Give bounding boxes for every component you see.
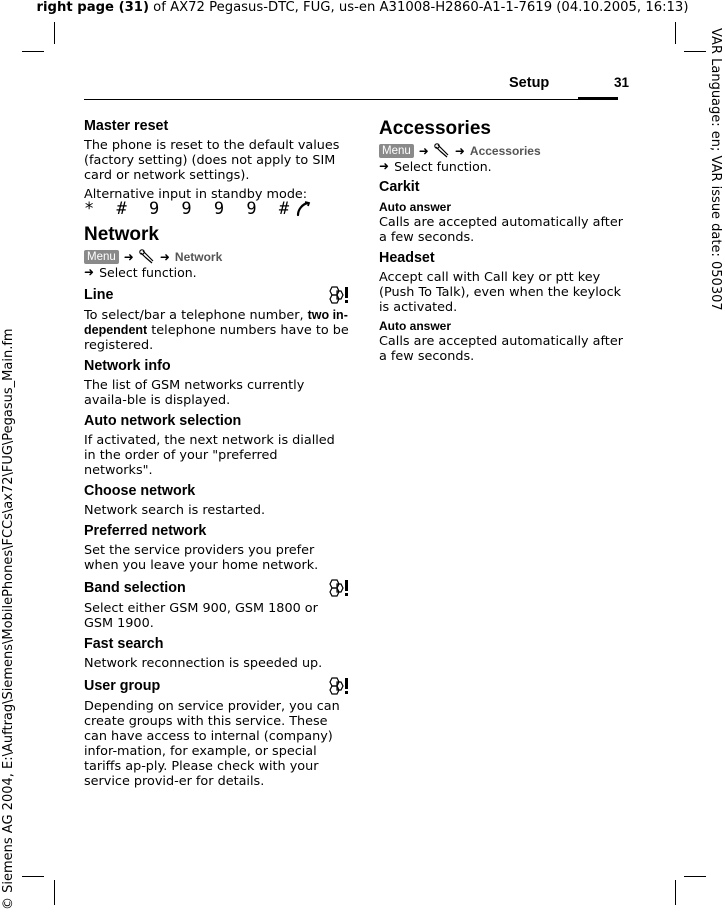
network-info-heading: Network info [84,358,171,374]
crop-mark [675,880,676,905]
provider-dependent-icon [326,578,350,598]
headset-heading: Headset [379,250,435,266]
provider-dependent-icon [326,676,350,696]
header-rule [84,99,618,100]
arrow-icon: ➜ [379,159,390,173]
headset-auto-answer-text: Calls are accepted automatically after a few seconds. [379,334,623,364]
menu-key: Menu [379,144,414,158]
master-reset-heading: Master reset [84,118,169,134]
auto-network-heading: Auto network selection [84,413,242,429]
header-prefix: right page (31) [36,0,149,15]
arrow-icon: ➜ [454,143,465,158]
carkit-auto-answer-text: Calls are accepted automatically after a few seconds. [379,215,623,245]
arrow-icon: ➜ [123,249,134,264]
user-group-heading: User group [84,676,350,696]
crop-mark [54,22,55,44]
network-select: Select function. [99,265,197,280]
arrow-icon: ➜ [159,249,170,264]
crop-mark [54,880,55,905]
carkit-heading: Carkit [379,179,420,195]
band-selection-text: Select either GSM 900, GSM 1800 or GSM 1900. [84,601,318,631]
call-key-icon [295,201,311,217]
arrow-icon: ➜ [84,265,95,279]
carkit-auto-answer-heading: Auto answer [379,200,452,214]
header-rule-accent [578,97,618,100]
preferred-network-heading: Preferred network [84,523,207,539]
headset-auto-answer-heading: Auto answer [379,319,452,333]
master-reset-codes: * # 9 9 9 9 # [84,200,350,218]
choose-network-text: Network search is restarted. [84,503,266,518]
line-text: To select/bar a telephone number, two in-dependent telephone numbers have to be registered. [84,308,349,353]
document-header [0,0,725,18]
band-selection-heading: Band selection [84,578,350,598]
headset-text: Accept call with Call key or ptt key (Push To Talk), even when the keylock is activated. [379,270,622,315]
menu-key: Menu [84,250,119,264]
crop-mark [22,51,44,52]
accessories-nav-path [379,143,629,174]
side-copyright: © Siemens AG 2004, E:\Auftrag\Siemens\MobilePhones\FCCs\ax72\FUG\Pegasus_Main.fm [1,328,16,910]
master-reset-text: The phone is reset to the default values (factory setting) (does not apply to SIM card or network settings). [84,138,340,183]
network-info-text: The list of GSM networks currently availa-ble is displayed. [84,378,305,408]
accessories-heading: Accessories [379,118,491,139]
network-heading: Network [84,224,159,245]
network-path-label: Network [174,249,223,264]
side-var-info: VAR Language: en; VAR issue date: 050307 [708,28,723,311]
wrench-icon [434,143,450,159]
provider-dependent-icon [326,285,350,305]
header-rest: of AX72 Pegasus-DTC, FUG, us-en A31008-H2860-A1-1-7619 (04.10.2005, 16:13) [148,0,689,15]
arrow-icon: ➜ [418,143,429,158]
fast-search-text: Network reconnection is speeded up. [84,656,323,671]
fast-search-heading: Fast search [84,636,164,652]
preferred-network-text: Set the service providers you prefer when you leave your home network. [84,543,319,573]
line-heading: Line [84,285,350,305]
crop-mark [684,876,706,877]
left-column [84,118,350,793]
accessories-path-label: Accessories [469,143,541,158]
crop-mark [675,22,676,44]
right-column [379,118,629,368]
auto-network-text: If activated, the next network is dialled in the order of your "preferred networks". [84,433,335,478]
running-title: Setup [509,75,550,91]
user-group-text: Depending on service provider, you can create groups with this service. These can have access to internal (company) infor-mation, for example, or special tariffs ap-ply. Please check with your service provid-er for details. [84,699,340,789]
accessories-select: Select function. [394,159,492,174]
choose-network-heading: Choose network [84,483,196,499]
crop-mark [22,876,44,877]
crop-mark [684,51,706,52]
network-nav-path [84,249,350,280]
master-reset-alt-text: Alternative input in standby mode: [84,187,308,202]
wrench-icon [139,249,155,265]
page-number: 31 [614,75,630,90]
